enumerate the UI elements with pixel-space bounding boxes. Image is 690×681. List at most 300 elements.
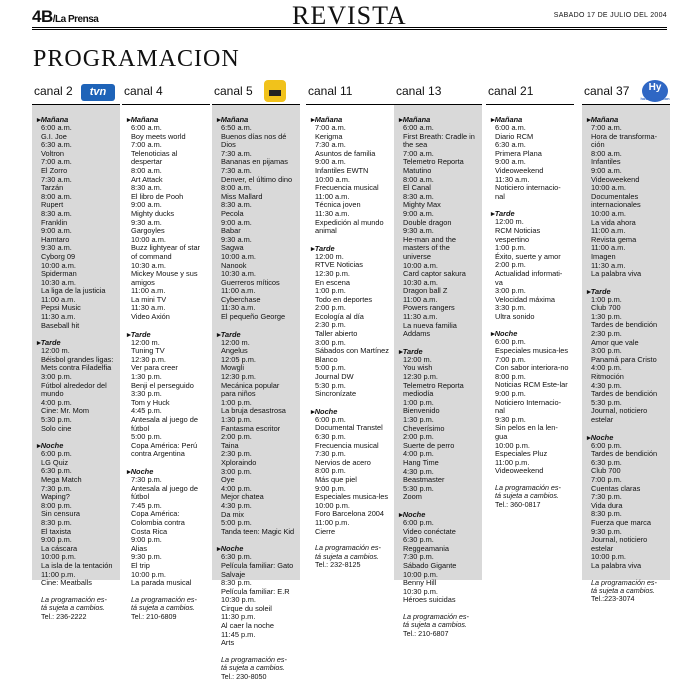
program-time: 7:00 a.m. [403,148,434,158]
program-title: Hang Time [403,457,439,467]
program-title: Mighty ducks [131,208,175,218]
program-time: 12:00 m. [495,217,524,227]
program-title: Spiderman [41,269,77,279]
program-time: 6:00 a.m. [495,123,526,132]
program-title: La palabra viva [591,269,642,279]
program-item [586,553,666,570]
program-item [586,476,666,493]
program-list [122,105,210,621]
program-title: Reggeamania [403,543,450,553]
period-label: ▸ Noche [311,407,390,416]
program-item [216,270,296,287]
program-item [398,124,478,150]
program-time: 11:00 a.m. [591,243,626,253]
time-block [310,244,390,399]
program-item [216,502,296,519]
program-item [36,373,116,399]
program-item [398,176,478,193]
period-label: ▸ Noche [399,510,478,519]
program-title: El Canal [403,183,431,193]
program-item [36,244,116,261]
program-item [586,262,666,279]
program-item [126,287,206,304]
program-title: Buzz lightyear of star of command [131,243,201,261]
program-title: RCM Noticias vespertino [495,225,541,244]
program-item [36,519,116,536]
program-time: 4:45 p.m. [131,406,162,416]
program-item [586,382,666,399]
program-title: Sin pelos en la len-gua [495,423,558,441]
time-block [490,115,570,201]
program-item [398,468,478,485]
program-item [216,468,296,485]
channel-header [212,78,300,104]
channel-name: canal 5 [214,84,253,98]
channel-column [212,78,300,681]
program-title: La bruja desastrosa [221,406,286,416]
program-time: 6:30 a.m. [495,140,526,150]
program-item [586,399,666,425]
program-item [398,210,478,227]
program-title: RTVE Noticias [315,260,363,270]
channel-name: canal 37 [584,84,630,98]
program-time: 4:30 p.m. [221,500,252,510]
program-item [36,296,116,313]
schedule-note: tá sujeta a cambios. [315,551,379,561]
program-item [586,364,666,381]
period-label: ▸ Mañana [399,115,478,124]
program-item [310,158,390,175]
channel-phone: Tel.: 360-0817 [495,499,541,509]
program-item [586,167,666,184]
program-time: 6:00 a.m. [403,123,434,132]
program-item [586,210,666,227]
program-time: 3:30 p.m. [495,303,526,313]
program-time: 8:00 p.m. [495,371,526,381]
program-title: Angelus [221,346,248,356]
program-item [216,553,296,579]
program-time: 7:00 a.m. [315,123,346,132]
program-title: Copa América: Perú contra Argentina [131,440,198,459]
masthead [0,0,690,30]
program-time: 2:30 p.m. [315,320,346,330]
program-time: 11:00 a.m. [403,294,438,304]
program-item [126,124,206,141]
program-item [586,459,666,476]
program-time: 8:30 a.m. [131,183,162,193]
program-title: Club 700 [591,466,621,476]
schedule-note: tá sujeta a cambios. [41,603,105,613]
program-time: 7:00 a.m. [131,140,162,150]
program-time: 1:00 p.m. [495,243,526,253]
program-item [126,433,206,459]
program-list [32,105,120,621]
program-time: 2:30 p.m. [221,449,252,459]
program-title: Ver para creer [131,363,178,373]
program-title: Ultra sonido [495,311,535,321]
program-time: 9:00 a.m. [403,208,434,218]
program-time: 9:30 a.m. [131,217,162,227]
program-title: Noticiero Internacio-nal [495,397,562,416]
program-item [310,382,390,399]
program-time: 10:00 p.m. [591,552,626,562]
program-time: 7:00 p.m. [591,474,622,484]
channel-column [486,78,574,580]
program-time: 10:00 a.m. [131,234,166,244]
program-title: Vida dura [591,500,623,510]
program-title: Voltron [41,148,65,158]
program-item [586,347,666,364]
program-title: Mejor chatea [221,492,264,502]
program-time: 9:30 p.m. [495,414,526,424]
program-item [216,631,296,648]
period-label: ▸ Tarde [217,330,296,339]
program-title: Benji el perseguido [131,380,194,390]
program-time: 1:30 p.m. [591,311,622,321]
program-time: 7:30 a.m. [221,148,252,158]
program-title: El libro de Pooh [131,191,184,201]
program-time: 10:30 a.m. [41,277,76,287]
page-number: 4B/La Prensa [32,7,99,26]
program-list [212,105,300,681]
program-title: La vida ahora [591,217,636,227]
program-item [126,236,206,262]
channel-phone: Tel.: 230-8050 [221,671,267,681]
program-item [216,219,296,236]
program-time: 9:00 p.m. [495,389,526,399]
program-item [398,588,478,605]
program-time: 7:30 p.m. [131,474,162,484]
program-item [398,519,478,536]
program-time: 12:30 p.m. [403,372,438,382]
program-time: 2:30 p.m. [591,329,622,339]
program-time: 9:00 a.m. [41,226,72,236]
header-rule [32,29,667,30]
program-title: Fantasma escritor [221,423,281,433]
program-item [126,390,206,407]
program-item [216,236,296,253]
period-label: ▸ Tarde [587,287,666,296]
program-title: Baseball hit [41,320,80,330]
program-time: 10:00 p.m. [315,500,350,510]
program-item [398,279,478,296]
channel-header [122,78,210,104]
program-time: 9:30 p.m. [591,526,622,536]
program-title: Tarzán [41,183,64,193]
program-item [126,502,206,536]
program-time: 5:30 p.m. [315,380,346,390]
program-time: 11:30 a.m. [131,303,166,313]
program-time: 4:00 p.m. [591,363,622,373]
channel-column [394,78,482,638]
time-block [36,338,116,433]
program-title: Con sabor interiora-no [495,363,569,373]
program-item [398,571,478,588]
program-time: 7:30 p.m. [403,552,434,562]
program-time: 7:00 p.m. [495,354,526,364]
program-item [36,467,116,484]
program-time: 9:30 a.m. [403,226,434,236]
program-title: Panamá para Cristo [591,354,657,364]
program-item [490,373,570,390]
program-title: Mickey Mouse y sus amigos [131,269,198,287]
program-item [216,287,296,304]
program-title: Gargoyles [131,226,165,236]
program-time: 2:00 p.m. [315,303,346,313]
program-item [216,184,296,201]
program-item [36,553,116,570]
program-item [216,339,296,356]
time-block [36,441,116,588]
program-time: 8:00 a.m. [403,174,434,184]
program-item [216,124,296,150]
time-block [586,433,666,571]
program-title: Antesala al juego de fútbol [131,415,198,433]
program-item [36,210,116,227]
program-item [398,262,478,279]
program-title: Béisbol grandes ligas: Mets contra Filadelfia [41,354,114,373]
channel-phone: Tel.: 210-6807 [403,628,449,638]
program-time: 12:05 p.m. [221,354,256,364]
program-time: 9:30 a.m. [221,234,252,244]
program-title: Boy meets world [131,131,186,141]
program-title: Héroes suicidas [403,595,456,605]
program-item [310,416,390,433]
program-time: 7:30 p.m. [315,449,346,459]
program-time: 7:30 p.m. [41,483,72,493]
program-time: 5:00 p.m. [221,518,252,528]
program-item [310,321,390,338]
program-time: 8:00 a.m. [591,148,622,158]
program-title: Babar [221,226,241,236]
program-time: 6:30 p.m. [315,432,346,441]
program-item [126,373,206,390]
program-item [398,399,478,416]
time-block [490,209,570,321]
program-time: 8:00 a.m. [131,165,162,175]
program-item [216,416,296,433]
program-time: 3:00 p.m. [221,466,252,476]
period-label: ▸ Noche [37,441,116,450]
program-item [36,347,116,373]
program-item [398,313,478,339]
program-item [126,219,206,236]
program-title: Sábados con Martínez Blanco [315,346,389,364]
channel-phone: Tel.: 232-8125 [315,559,361,569]
program-title: Mecánica popular para niños [221,380,280,399]
program-title: Documental Transtel [315,423,383,433]
period-label: ▸ Mañana [37,115,116,124]
program-time: 6:00 a.m. [131,123,162,132]
program-time: 9:00 a.m. [315,157,346,167]
program-title: Beastmaster [403,475,445,485]
channel-name: canal 4 [124,84,163,98]
program-title: Frecuencia musical [315,440,379,450]
program-item [310,485,390,502]
program-title: Alias [131,543,148,553]
program-item [310,339,390,365]
program-item [126,262,206,288]
program-time: 6:30 a.m. [41,140,72,150]
canal5-logo-icon [264,80,286,102]
program-item [586,227,666,244]
program-title: Cheverísimo [403,423,445,433]
program-item [216,613,296,630]
program-item [398,296,478,313]
program-title: En escena [315,277,350,287]
period-label: ▸ Noche [587,433,666,442]
channel-name: canal 21 [488,84,534,98]
program-title: Powers rangers [403,303,455,313]
program-title: Buenos días nos dé Dios [221,131,287,150]
program-time: 10:30 a.m. [221,269,256,279]
program-item [36,124,116,141]
program-item [490,124,570,141]
channel-name: canal 2 [34,84,73,98]
program-item [398,227,478,261]
time-block [398,347,478,502]
program-time: 10:00 a.m. [591,208,626,218]
schedule-note: tá sujeta a cambios. [131,603,195,613]
program-title: Arts [221,638,235,648]
program-title: La palabra viva [591,560,642,570]
program-time: 11:45 p.m. [221,629,256,639]
program-time: 11:00 a.m. [315,191,350,201]
program-time: 12:30 p.m. [131,354,166,364]
schedule-note: La programación es- [315,543,381,553]
program-item [586,296,666,313]
program-title: Imagen [591,251,616,261]
program-item [586,510,666,527]
time-block [216,115,296,322]
program-time: 6:30 p.m. [221,552,252,562]
program-title: Rupert [41,200,64,210]
channel-header [32,78,120,104]
program-item [310,287,390,304]
period-label: ▸ Noche [217,544,296,553]
program-title: Journal DW [315,372,354,382]
program-title: Expedición al mundo animal [315,217,384,236]
program-item [310,124,390,141]
program-time: 12:00 m. [131,337,160,347]
program-time: 1:00 p.m. [403,397,434,407]
program-title: Al caer la noche [221,621,274,631]
program-title: Art Attack [131,174,163,184]
program-title: Pecola [221,208,244,218]
program-item [398,433,478,450]
program-title: Velocidad máxima [495,294,555,304]
program-title: Kerigma [315,131,343,141]
program-title: La cáscara [41,543,78,553]
program-title: Pepsi Music [41,303,81,313]
program-time: 8:00 p.m. [315,466,346,476]
schedule-note: La programación es- [495,482,561,492]
program-title: Nervios de acero [315,457,371,467]
program-title: G.I. Joe [41,131,67,141]
program-time: 10:30 a.m. [403,277,438,287]
program-time: 9:00 p.m. [131,535,162,545]
program-item [310,141,390,158]
time-block [36,115,116,330]
program-title: Sin censura [41,509,81,519]
program-item [490,244,570,261]
program-item [586,244,666,261]
period-label: ▸ Mañana [491,115,570,124]
program-item [310,502,390,519]
program-title: Mowgli [221,363,244,373]
channel-header [394,78,482,104]
program-item [586,313,666,330]
schedule-note: La programación es- [221,654,287,664]
program-time: 9:00 p.m. [41,535,72,545]
program-title: El trip [131,560,150,570]
program-time: 8:00 a.m. [221,183,252,193]
program-item [310,364,390,381]
time-block [216,544,296,648]
program-time: 8:30 p.m. [221,578,252,588]
program-title: Infantiles EWTN [315,165,369,175]
program-title: Revista gema [591,234,637,244]
program-title: Ritmoción [591,372,624,382]
program-time: 10:00 a.m. [591,183,626,193]
channel-column [306,78,394,580]
program-time: 8:30 a.m. [221,200,252,210]
program-title: Noticiero internacio-nal [495,183,561,201]
program-title: Especiales Pluz [495,449,548,459]
program-time: 11:00 p.m. [495,457,530,467]
program-time: 8:30 p.m. [41,517,72,527]
program-item [126,304,206,321]
program-item [490,390,570,416]
channel-header [582,78,670,104]
schedule-note: La programación es- [41,594,107,604]
program-title: Dragon ball Z [403,286,448,296]
channel-header [486,78,574,104]
program-time: 10:00 p.m. [495,440,530,450]
program-item [36,227,116,244]
program-time: 7:45 p.m. [131,500,162,510]
program-title: Solo cine [41,423,72,433]
program-title: Hamtaro [41,234,70,244]
program-time: 11:30 a.m. [221,303,256,313]
program-time: 7:30 a.m. [41,174,72,184]
program-time: 1:00 p.m. [221,397,252,407]
program-time: 10:00 a.m. [315,174,350,184]
program-time: 6:00 p.m. [591,440,622,450]
program-time: 6:30 p.m. [41,466,72,476]
program-item [216,304,296,321]
program-item [216,253,296,270]
program-time: 9:30 a.m. [41,243,72,253]
program-time: 8:00 a.m. [41,191,72,201]
program-item [36,262,116,279]
program-title: Más que piel [315,474,357,484]
schedule-note: La programación es- [403,611,469,621]
program-title: Taina [221,440,239,450]
program-item [126,553,206,570]
program-title: Actualidad informati-va [495,268,563,287]
program-time: 6:00 a.m. [41,123,72,132]
program-list [486,105,574,580]
program-item [490,338,570,355]
program-title: Foro Barcelona 2004 [315,509,385,519]
program-title: Bananas en pijamas [221,157,288,167]
time-block [490,329,570,476]
schedule-note: tá sujeta a cambios. [495,491,559,501]
program-item [490,261,570,287]
program-time: 10:00 a.m. [221,251,256,261]
program-time: 2:00 p.m. [495,260,526,270]
